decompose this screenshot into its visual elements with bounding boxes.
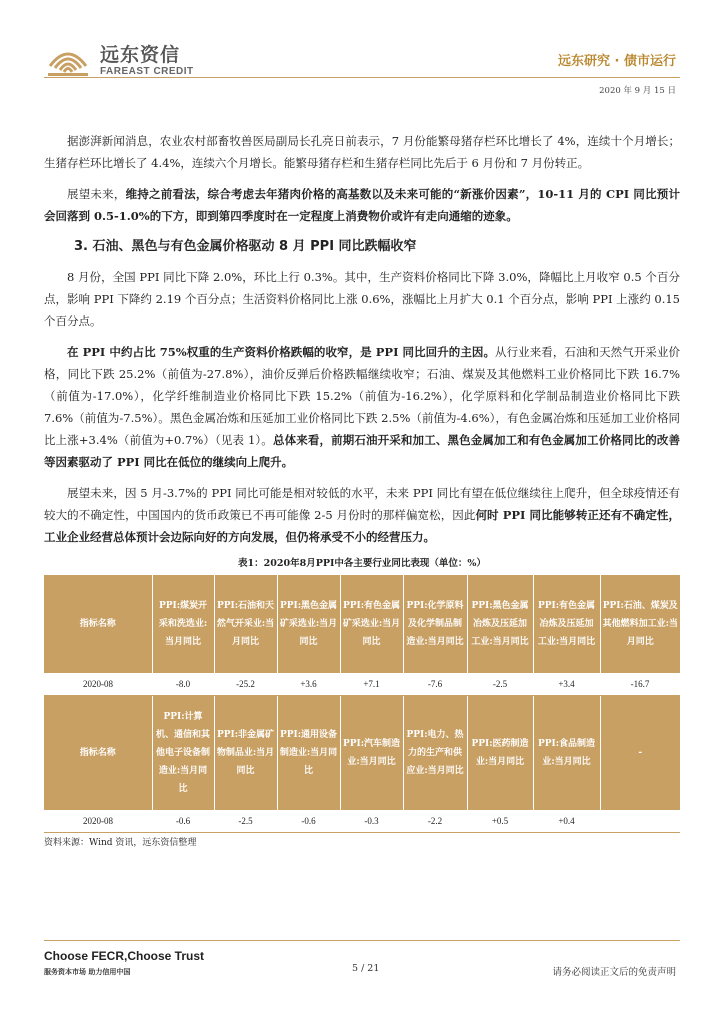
ppi-industry-table (44, 575, 680, 833)
page-header (0, 0, 724, 110)
table-cell: +7.1 (340, 673, 403, 696)
table-cell: -8.0 (152, 673, 214, 696)
table-header-cell: PPI:黑色金属冶炼及压延加工业:当月同比 (467, 575, 533, 673)
ppi-summary: 总体来看，前期石油开采和加工、黑色金属加工和有色金属加工价格同比的改善等因素驱动了 PPI 同比在低位的继续向上爬升。 (44, 433, 680, 469)
paragraph-ppi-industry (44, 341, 680, 473)
table-header-row (44, 575, 680, 673)
brand-name-en: FAREAST CREDIT (100, 66, 194, 77)
table-header-cell: 指标名称 (44, 575, 152, 673)
table-cell: -16.7 (600, 673, 680, 696)
slogan-en: Choose FECR,Choose Trust (44, 949, 205, 963)
paragraph-ppi-august: 8 月份，全国 PPI 同比下降 2.0%，环比上行 0.3%。其中，生产资料价格同比下降 3.0%，降幅比上月收窄 0.5 个百分点，影响 PPI 下降约 2.19 个百分点；生活资料价格同比上涨 0.6%，涨幅比上月扩大 0.1 个百分点，影响 PPI 上涨约 0.15 个百分点。 (44, 270, 680, 328)
table-cell: -0.6 (277, 810, 340, 833)
table-header-cell: PPI:医药制造业:当月同比 (467, 696, 533, 811)
table-cell: +3.4 (533, 673, 600, 696)
slogan-cn: 服务资本市场 助力信用中国 (44, 968, 131, 976)
table-cell: +0.5 (467, 810, 533, 833)
table-cell: -7.6 (403, 673, 467, 696)
header-divider (44, 77, 680, 78)
ppi-main-cause: 在 PPI 中约占比 75%权重的生产资料价格跌幅的收窄，是 PPI 同比回升的主因。 (67, 345, 496, 359)
table-cell: -0.3 (340, 810, 403, 833)
table-header-cell: - (600, 696, 680, 811)
table-row (44, 810, 680, 833)
table-header-row (44, 696, 680, 811)
footer-divider (44, 940, 680, 941)
table-cell: -0.6 (152, 810, 214, 833)
table-header-cell: PPI:化学原料及化学制品制造业:当月同比 (403, 575, 467, 673)
industry-detail: 从行业来看，石油和天然气开采业价格，同比下跌 25.2%（前值为-27.8%），油价反弹后价格跌幅继续收窄；石油、煤炭及其他燃料工业价格同比下跌 16.7%（前值为-17.0%），化学纤维制造业价格同比下跌 15.2%（前值为-16.2%），化学原料和化学制品制造业价格同比下跌 7.6%（前值为-7.5%）。黑色金属冶炼和压延加工业价格同比下跌 2.5%（前值为-4.6%），有色金属冶炼和压延加工业价格同比上涨+3.4%（前值为+0.7%）（见表 1）。 (44, 345, 681, 447)
table-cell: +0.4 (533, 810, 600, 833)
document-body (44, 130, 680, 850)
table-cell: 2020-08 (44, 810, 152, 833)
paragraph-pig-stock: 据澎湃新闻消息，农业农村部畜牧兽医局副局长孔亮日前表示，7 月份能繁母猪存栏环比增长了 4%，连续十个月增长；生猪存栏环比增长了 4.4%，连续六个月增长。能繁母猪存栏和生猪存栏同比先后于 6 月份和 7 月份转正。 (44, 134, 680, 170)
section-heading: 3. 石油、黑色与有色金属价格驱动 8 月 PPI 同比跌幅收窄 (74, 239, 417, 254)
paragraph-cpi-outlook (44, 183, 680, 227)
table-cell: 2020-08 (44, 673, 152, 696)
ppi-outlook-emphasis: 何时 PPI 同比能够转正还有不确定性，工业企业经营总体预计会边际向好的方向发展，但仍将承受不小的经营压力。 (44, 508, 681, 544)
table-row (44, 673, 680, 696)
table-header-cell: PPI:电力、热力的生产和供应业:当月同比 (403, 696, 467, 811)
table-cell (600, 810, 680, 833)
table-header-cell: PPI:石油、煤炭及其他燃料加工业:当月同比 (600, 575, 680, 673)
table-header-cell: PPI:非金属矿物制品业:当月同比 (214, 696, 277, 811)
table-source: 资料来源：Wind 资讯，远东资信整理 (44, 838, 197, 848)
table-header-cell: PPI:计算机、通信和其他电子设备制造业:当月同比 (152, 696, 214, 811)
ppi-outlook-text: 展望未来，因 5 月-3.7%的 PPI 同比可能是相对较低的水平，未来 PPI 同比有望在低位继续往上爬升，但全球疫情还有较大的不确定性，中国国内的货币政策已不再可能像 2-5 月份时的那样偏宽松，因此 (44, 486, 680, 522)
table-cell: -2.2 (403, 810, 467, 833)
table-header-cell: PPI:有色金属冶炼及压延加工业:当月同比 (533, 575, 600, 673)
table-cell: -2.5 (214, 810, 277, 833)
section-tag: 远东研究 · 债市运行 (558, 54, 676, 69)
cpi-outlook-emphasis: 维持之前看法，综合考虑去年猪肉价格的高基数以及未来可能的“新涨价因素”，10-11 月的 CPI 同比预计会回落到 0.5-1.0%的下方，即到第四季度时在一定程度上消费物价或许有走向通缩的迹象。 (44, 187, 681, 223)
outlook-lead: 展望未来， (67, 187, 126, 201)
table-header-cell: 指标名称 (44, 696, 152, 811)
table-header-cell: PPI:通用设备制造业:当月同比 (277, 696, 340, 811)
table-header-cell: PPI:有色金属矿采选业:当月同比 (340, 575, 403, 673)
page-number: 5 / 21 (352, 963, 380, 974)
table-header-cell: PPI:石油和天然气开采业:当月同比 (214, 575, 277, 673)
table-header-cell: PPI:食品制造业:当月同比 (533, 696, 600, 811)
table-header-cell: PPI:汽车制造业:当月同比 (340, 696, 403, 811)
table-title: 表1：2020年8月PPI中各主要行业同比表现（单位：%） (238, 558, 486, 569)
fareast-credit-logo-icon (44, 40, 92, 80)
table-header-cell: PPI:黑色金属矿采选业:当月同比 (277, 575, 340, 673)
table-cell: +3.6 (277, 673, 340, 696)
brand-name-cn: 远东资信 (100, 44, 181, 66)
report-date: 2020 年 9 月 15 日 (599, 86, 676, 96)
table-header-cell: PPI:煤炭开采和洗选业:当月同比 (152, 575, 214, 673)
table-cell: -2.5 (467, 673, 533, 696)
table-cell: -25.2 (214, 673, 277, 696)
disclaimer-note: 请务必阅读正文后的免责声明 (552, 967, 676, 978)
paragraph-ppi-outlook (44, 482, 680, 548)
